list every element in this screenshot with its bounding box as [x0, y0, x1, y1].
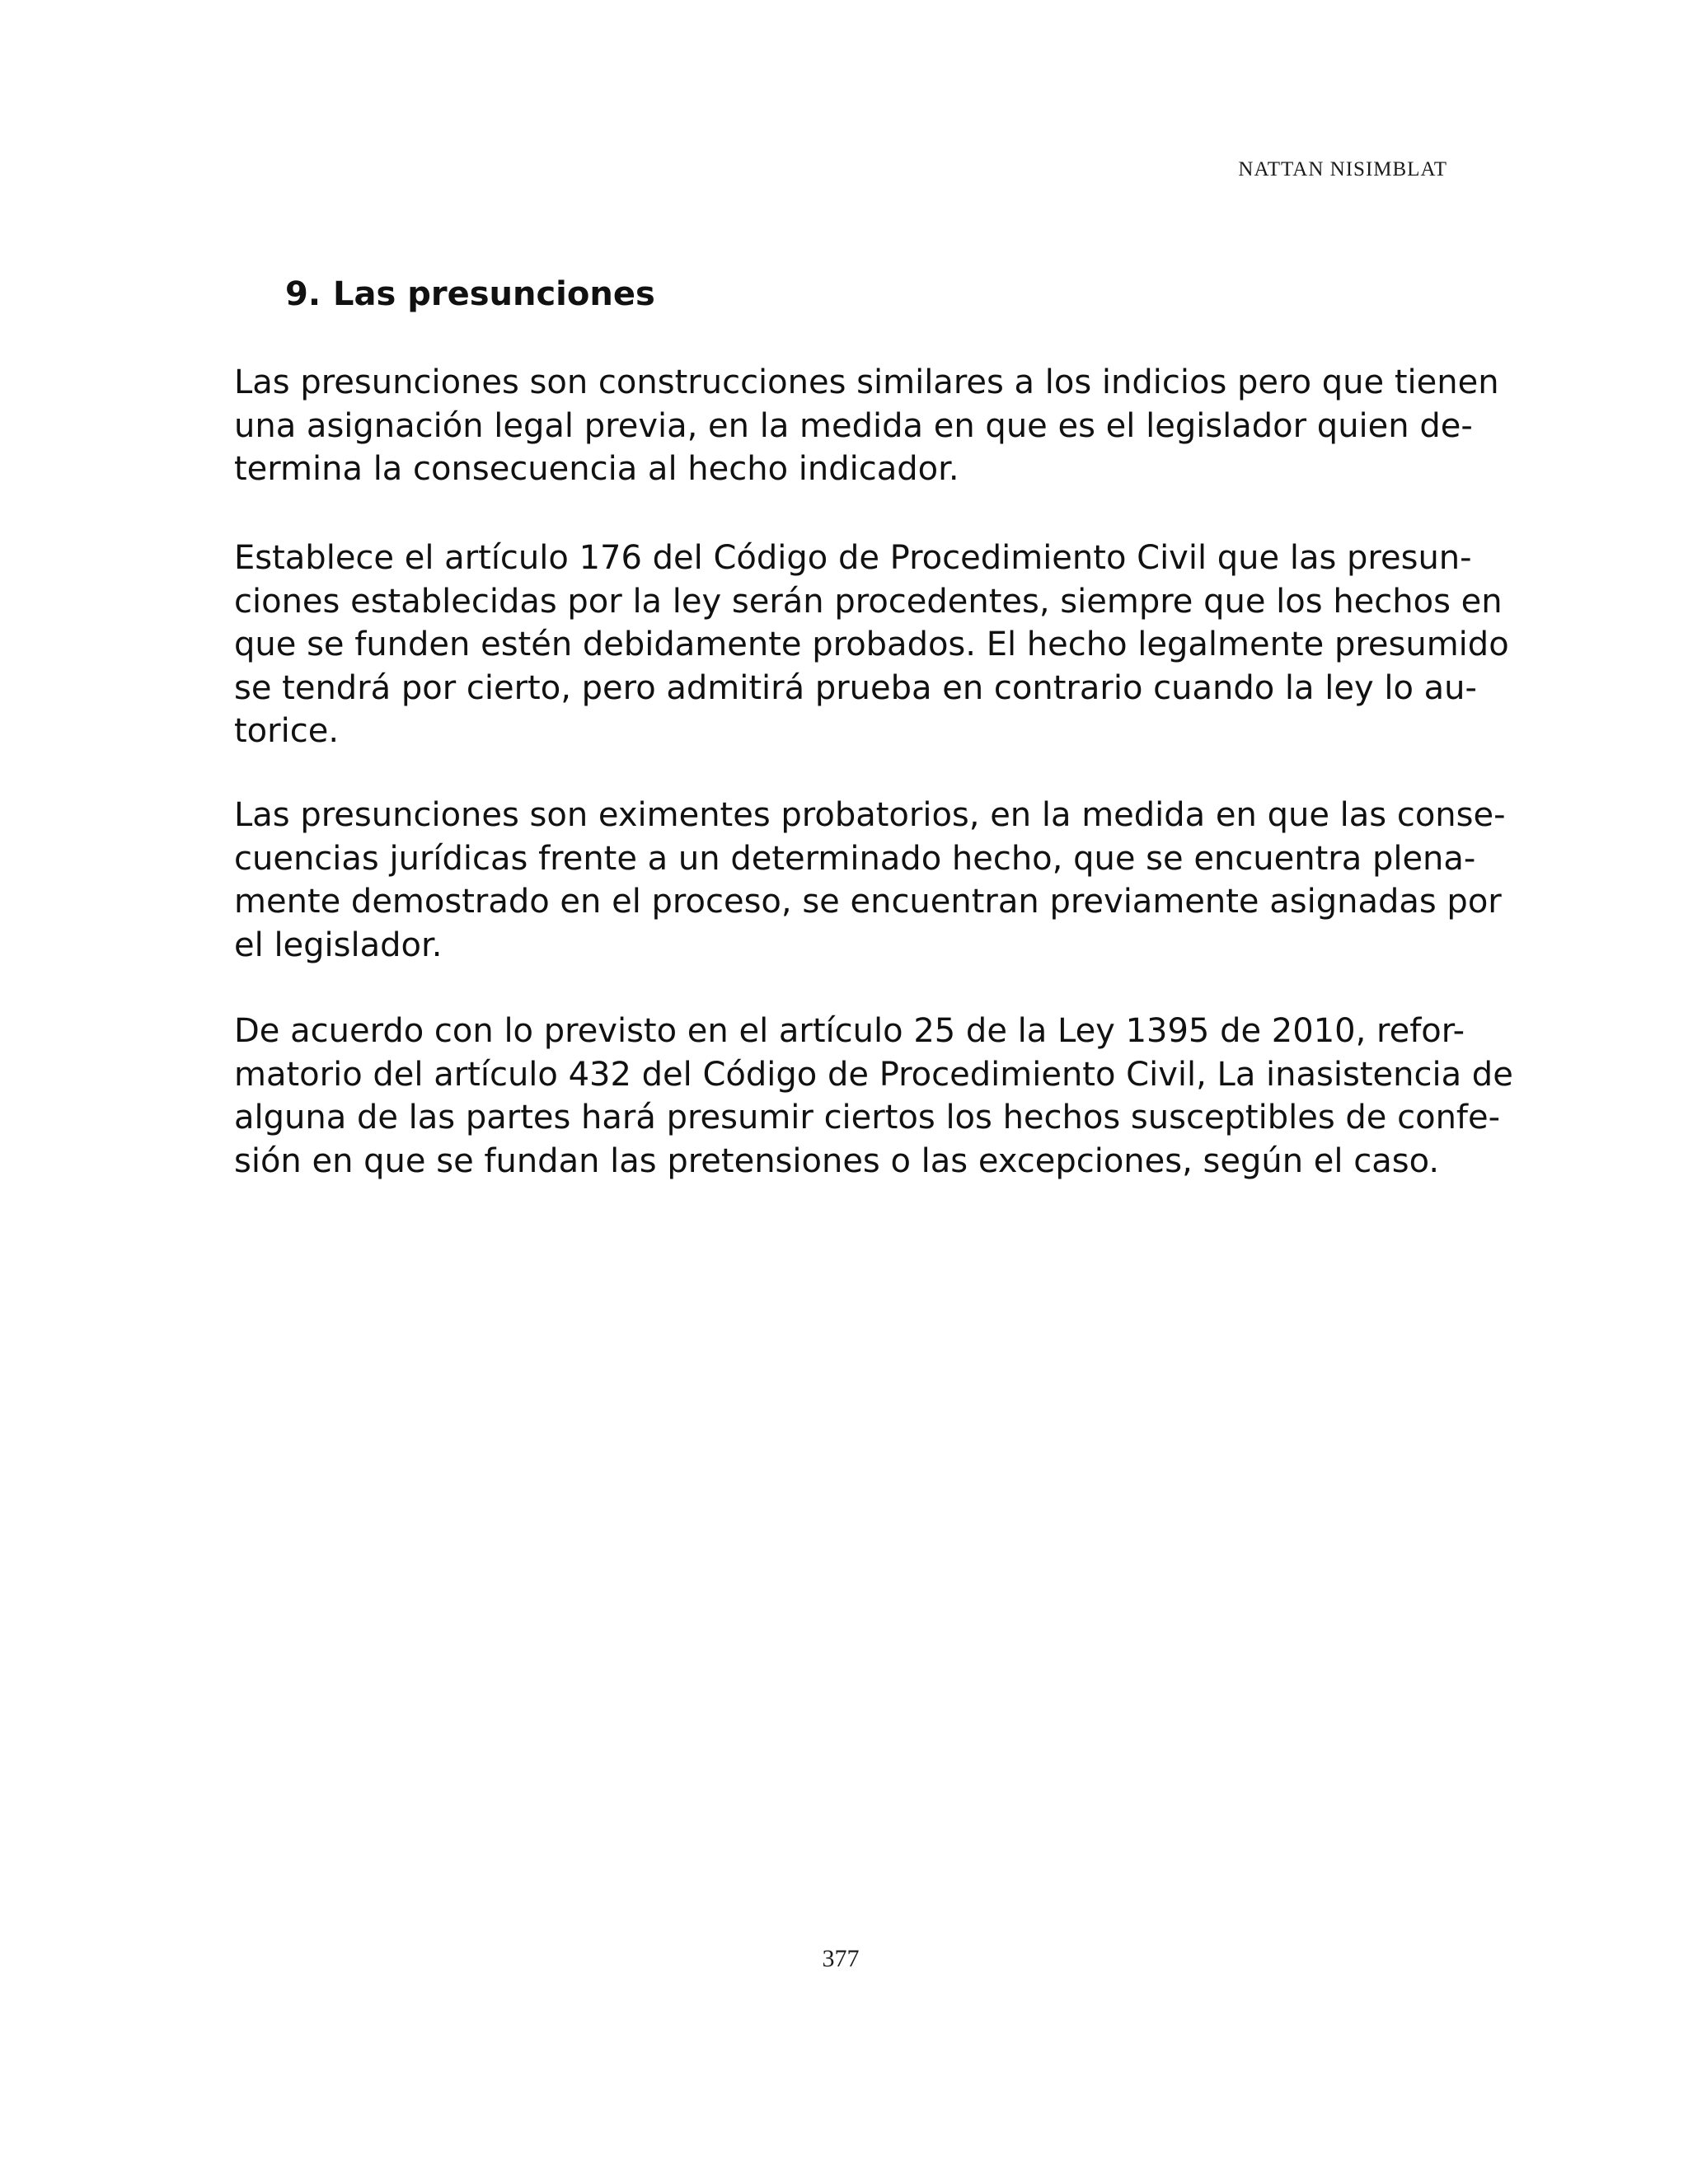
text-line: matorio del artículo 432 del Código de Procedimiento Civil, La inasistencia de — [234, 1055, 1513, 1094]
section-number: 9. — [285, 275, 321, 313]
paragraph-definition — [234, 361, 1499, 491]
text-line: sión en que se fundan las pretensiones o las excepciones, según el caso. — [234, 1141, 1440, 1180]
text-line: una asignación legal previa, en la medida en que es el legislador quien de- — [234, 406, 1473, 445]
text-line: Establece el artículo 176 del Código de Procedimiento Civil que las presun- — [234, 539, 1472, 577]
text-line: Las presunciones son eximentes probatorios, en la medida en que las conse- — [234, 796, 1506, 834]
text-line: cuencias jurídicas frente a un determinado hecho, que se encuentra plena- — [234, 839, 1476, 878]
page-number: 377 — [822, 1945, 860, 1972]
text-line: termina la consecuencia al hecho indicador. — [234, 450, 959, 488]
section-title: Las presunciones — [333, 275, 655, 313]
paragraph-article-176 — [234, 537, 1509, 753]
paragraph-ley-1395 — [234, 1010, 1513, 1183]
text-line: torice. — [234, 712, 340, 750]
paragraph-eximentes — [234, 794, 1506, 967]
text-line: De acuerdo con lo previsto en el artículo 25 de la Ley 1395 de 2010, refor- — [234, 1012, 1465, 1050]
text-line: alguna de las partes hará presumir ciertos los hechos susceptibles de confe- — [234, 1099, 1501, 1137]
text-line: se tendrá por cierto, pero admitirá prueba en contrario cuando la ley lo au- — [234, 668, 1477, 707]
text-line: ciones establecidas por la ley serán procedentes, siempre que los hechos en — [234, 582, 1503, 621]
section-heading — [285, 275, 655, 313]
text-line: que se funden estén debidamente probados. El hecho legalmente presumido — [234, 626, 1509, 663]
text-line: el legislador. — [234, 926, 443, 964]
text-line: Las presunciones son construcciones similares a los indicios pero que tienen — [234, 363, 1499, 401]
text-line: mente demostrado en el proceso, se encuentran previamente asignadas por — [234, 883, 1502, 921]
running-head: NATTAN NISIMBLAT — [1238, 158, 1447, 180]
